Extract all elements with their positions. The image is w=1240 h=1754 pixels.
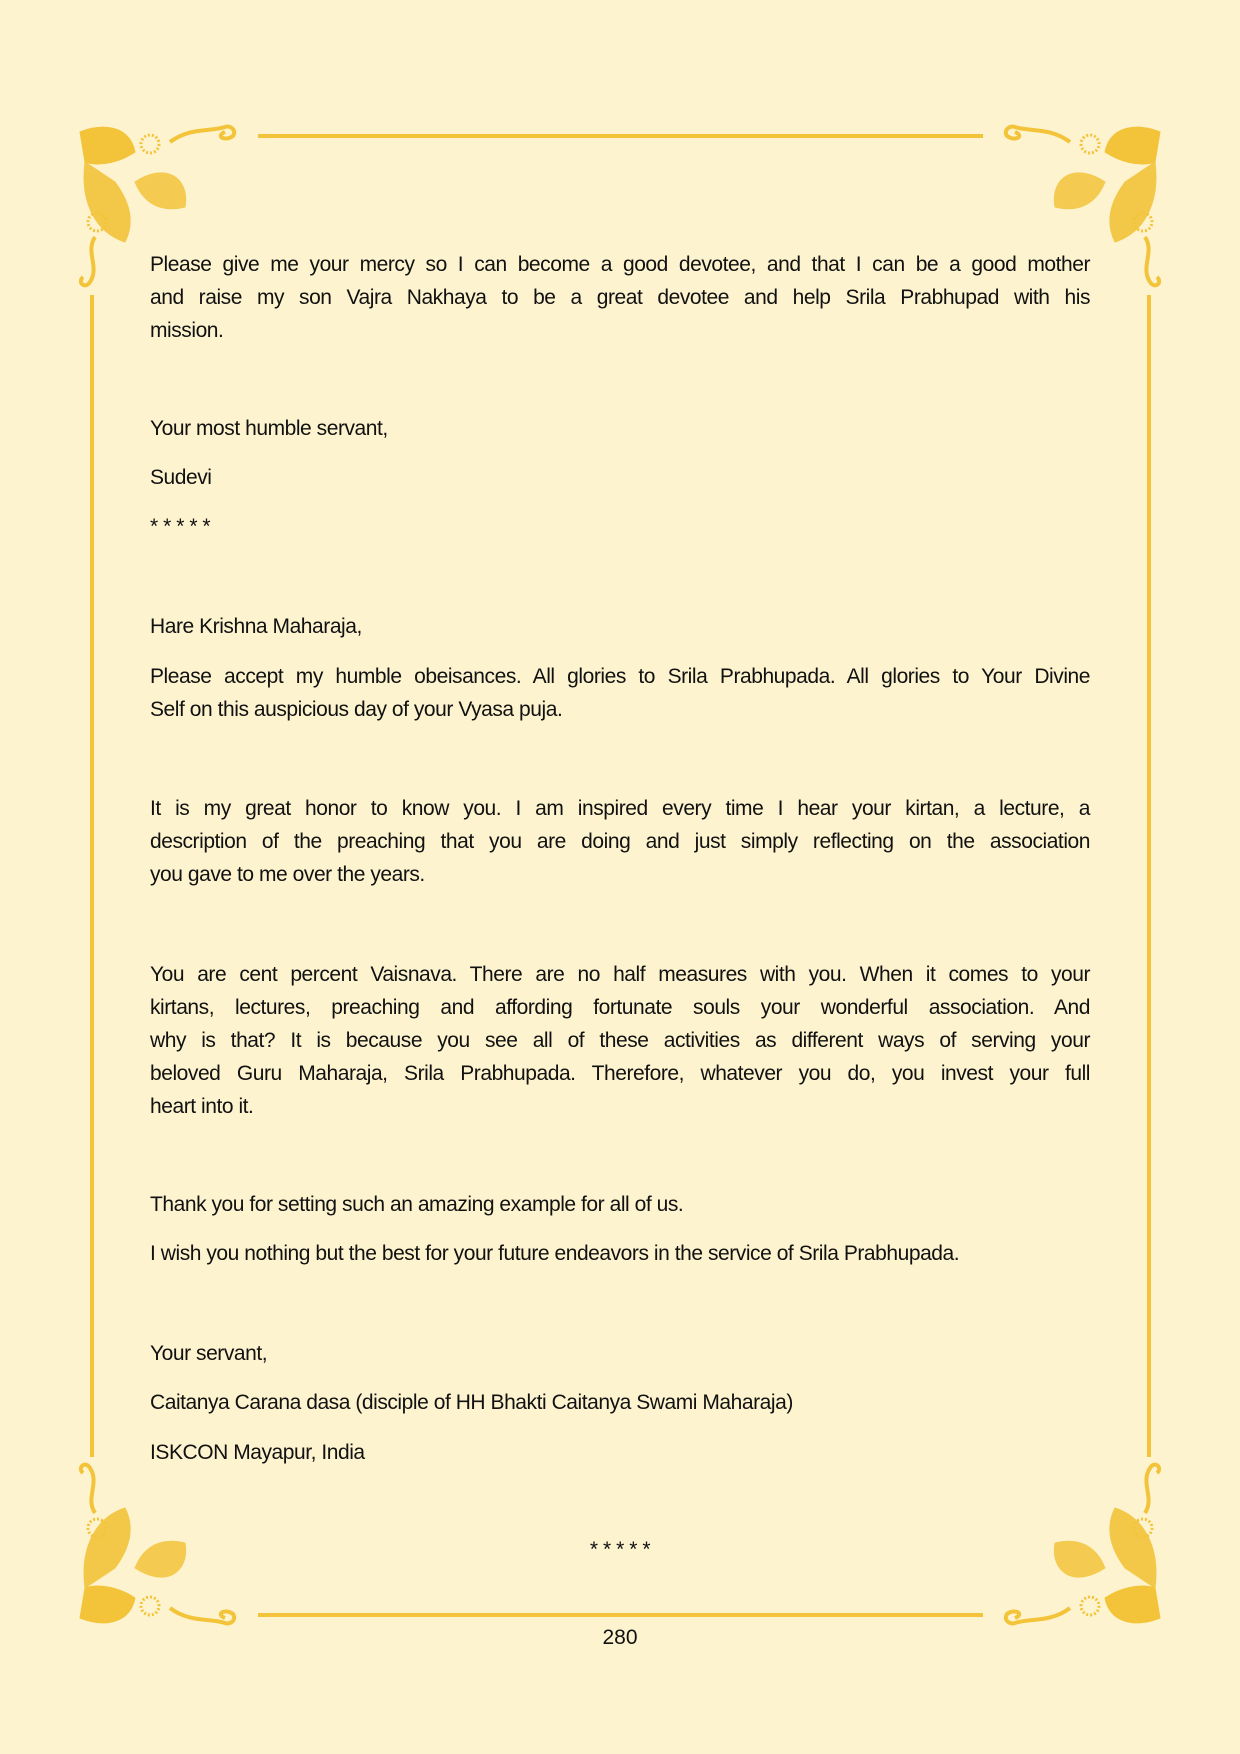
frame-bottom-line <box>258 1613 983 1617</box>
body-line: why is that? It is because you see all of these activities as different ways of serving your <box>150 1029 1090 1052</box>
separator-stars: * * * * * <box>589 1538 651 1561</box>
body-line: I wish you nothing but the best for your future endeavors in the service of Srila Prabhupada. <box>150 1242 960 1265</box>
body-line: Self on this auspicious day of your Vyasa puja. <box>150 698 563 721</box>
frame-top-line <box>258 134 983 138</box>
salutation: Hare Krishna Maharaja, <box>150 615 362 638</box>
body-line: kirtans, lectures, preaching and affording fortunate souls your wonderful association. And <box>150 996 1090 1019</box>
body-line: Thank you for setting such an amazing example for all of us. <box>150 1193 684 1216</box>
separator-stars: * * * * * <box>150 515 211 538</box>
body-line: You are cent percent Vaisnava. There are no half measures with you. When it comes to your <box>150 963 1090 986</box>
body-line: mission. <box>150 319 224 342</box>
body-line: description of the preaching that you are doing and just simply reflecting on the association <box>150 830 1090 853</box>
signature-name: Sudevi <box>150 466 212 489</box>
signature-name: Caitanya Carana dasa (disciple of HH Bhakti Caitanya Swami Maharaja) <box>150 1391 793 1414</box>
body-line: Please accept my humble obeisances. All glories to Srila Prabhupada. All glories to Your Divine <box>150 665 1090 688</box>
frame-right-line <box>1147 295 1151 1457</box>
closing-text: Your most humble servant, <box>150 417 388 440</box>
body-line: heart into it. <box>150 1095 254 1118</box>
closing-text: Your servant, <box>150 1342 268 1365</box>
frame-left-line <box>90 295 94 1457</box>
body-line: Please give me your mercy so I can become a good devotee, and that I can be a good mother <box>150 253 1090 276</box>
body-line: you gave to me over the years. <box>150 863 425 886</box>
body-line: and raise my son Vajra Nakhaya to be a great devotee and help Srila Prabhupad with his <box>150 286 1090 309</box>
body-line: It is my great honor to know you. I am inspired every time I hear your kirtan, a lecture, a <box>150 797 1090 820</box>
body-line: beloved Guru Maharaja, Srila Prabhupada. Therefore, whatever you do, you invest your full <box>150 1062 1090 1085</box>
page-number: 280 <box>602 1626 638 1649</box>
signature-location: ISKCON Mayapur, India <box>150 1441 365 1464</box>
